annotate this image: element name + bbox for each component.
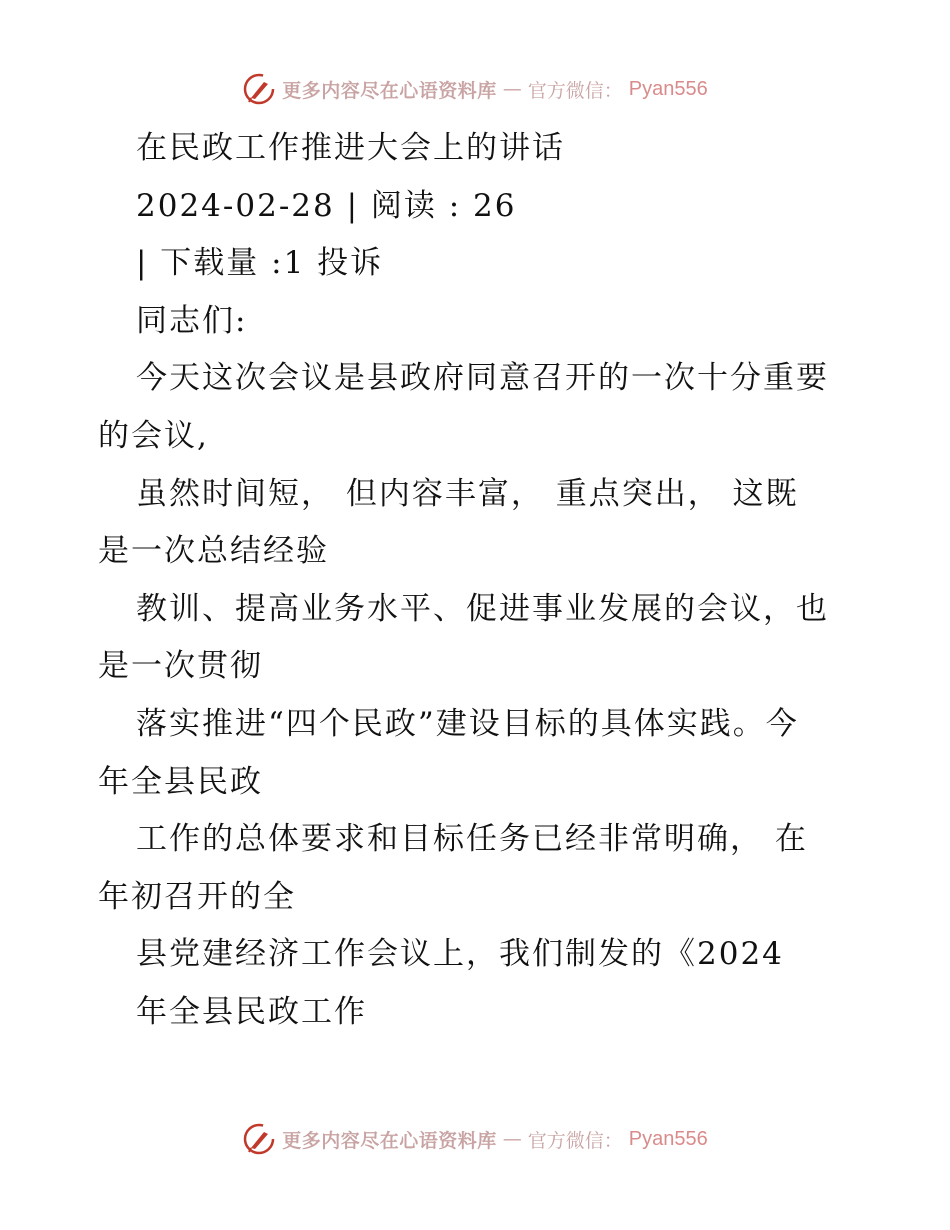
paragraph-line: 今天这次会议是县政府同意召开的一次十分重要: [136, 360, 829, 397]
watermark-label: 官方微信：: [527, 79, 623, 102]
watermark-label: 官方微信：: [527, 1129, 623, 1152]
footer-watermark: [0, 1122, 950, 1156]
watermark-id: Pyan556: [628, 77, 708, 100]
document-title: 在民政工作推进大会上的讲话: [136, 130, 565, 166]
document-meta-downloads: | 下载量 :1 投诉: [136, 245, 384, 282]
watermark-site: 更多内容尽在心语资料库: [282, 1129, 497, 1152]
document-meta-date-reads: 2024-02-28 | 阅读 : 26: [136, 187, 517, 224]
header-watermark: [0, 72, 950, 106]
watermark-dash: —: [502, 1128, 522, 1150]
paragraph-line: 县党建经济工作会议上，我们制发的《2024: [136, 936, 784, 973]
quill-logo-icon: [242, 1122, 276, 1156]
watermark-dash: —: [502, 78, 522, 100]
greeting: 同志们:: [136, 302, 248, 339]
paragraph-line: 教训、提高业务水平、促进事业发展的会议，也: [136, 590, 829, 627]
watermark-site: 更多内容尽在心语资料库: [282, 79, 497, 102]
paragraph-line: 年初召开的全: [98, 878, 296, 915]
paragraph-line: 是一次总结经验: [98, 533, 329, 570]
paragraph-line: 落实推进“四个民政”建设目标的具体实践。今: [136, 705, 799, 742]
watermark-id: Pyan556: [628, 1127, 708, 1150]
paragraph-line: 虽然时间短， 但内容丰富， 重点突出， 这既: [136, 475, 799, 512]
paragraph-line: 年全县民政工作: [136, 993, 367, 1030]
paragraph-line: 年全县民政: [98, 763, 263, 800]
paragraph-line: 工作的总体要求和目标任务已经非常明确， 在: [136, 821, 808, 858]
paragraph-line: 的会议,: [98, 417, 209, 454]
quill-logo-icon: [242, 72, 276, 106]
paragraph-line: 是一次贯彻: [98, 648, 263, 685]
document-body: [98, 120, 878, 1042]
